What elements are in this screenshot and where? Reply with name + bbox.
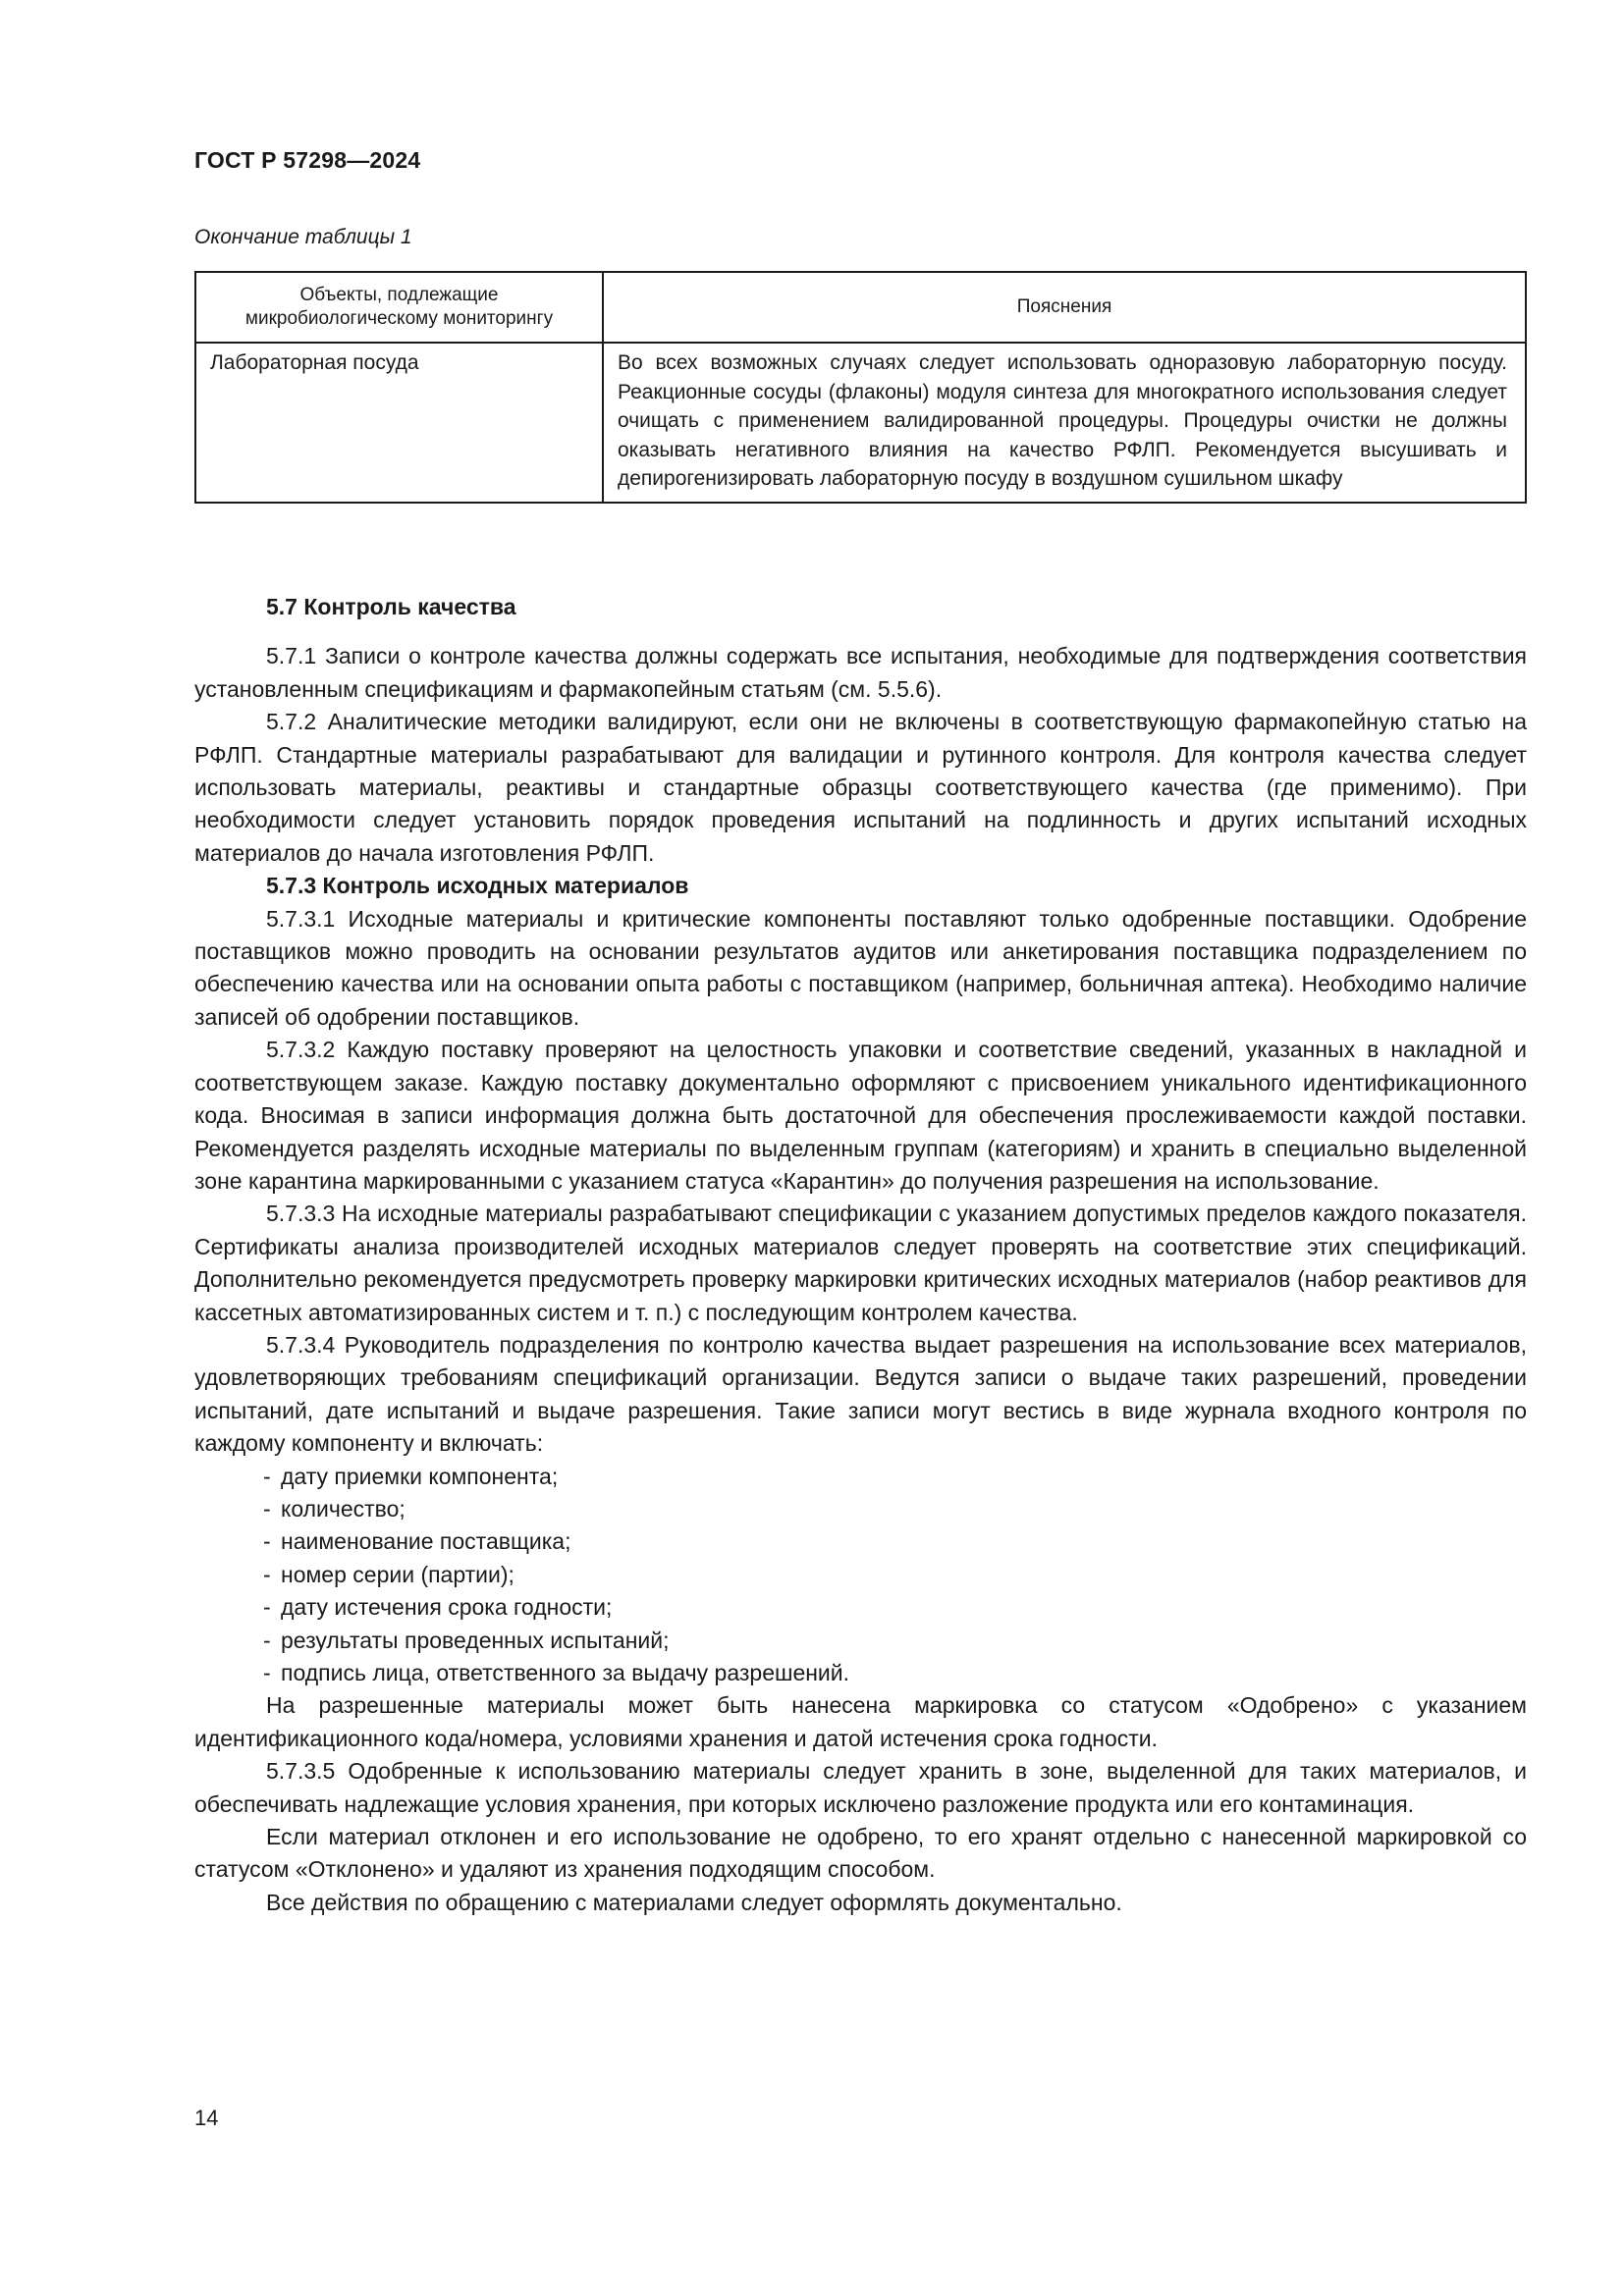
paragraph-5-7-1: 5.7.1 Записи о контроле качества должны содержать все испытания, необходимые для подтверждения соответствия установленным спецификациям и фармакопейным статьям (см. 5.5.6). xyxy=(194,643,1527,702)
records-list xyxy=(194,1461,1527,1690)
table-cell-object: Лабораторная посуда xyxy=(195,343,603,503)
list-item: - наименование поставщика; xyxy=(263,1525,1527,1558)
table-cell-explanation: Во всех возможных случаях следует использовать одноразовую лабораторную посуду. Реакционные сосуды (флаконы) модуля синтеза для многократного использования следует очищать с применением валидированной процедуры. Процедуры очистки не должны оказывать негативного влияния на качество РФЛП. Рекомендуется высушивать и депирогенизировать лабораторную посуду в воздушном сушильном шкафу xyxy=(603,343,1526,503)
subsection-heading: 5.7.3 Контроль исходных материалов xyxy=(266,873,689,899)
list-item: - результаты проведенных испытаний; xyxy=(263,1625,1527,1657)
table-header-row xyxy=(195,272,1526,343)
paragraph-5-7-3-2: 5.7.3.2 Каждую поставку проверяют на целостность упаковки и соответствие сведений, указанных в накладной и соответствующем заказе. Каждую поставку документально оформляют с присвоением уникального идентификационного кода. Вносимая в записи информация должна быть достаточной для обеспечения прослеживаемости каждой поставки. Рекомендуется разделять исходные материалы по выделенным группам (категориям) и хранить в специально выделенной зоне карантина маркированными с указанием статуса «Карантин» до получения разрешения на использование. xyxy=(194,1037,1527,1194)
section-body xyxy=(194,591,1527,1919)
list-item: - дату истечения срока годности; xyxy=(263,1591,1527,1624)
paragraph-rejected-material: Если материал отклонен и его использование не одобрено, то его хранят отдельно с нанесенной маркировкой со статусом «Отклонено» и удаляют из хранения подходящим способом. xyxy=(194,1824,1527,1883)
table-row xyxy=(195,343,1526,503)
page-number: 14 xyxy=(194,2106,219,2130)
list-item: - подпись лица, ответственного за выдачу разрешений. xyxy=(263,1657,1527,1689)
paragraph-5-7-3-4: 5.7.3.4 Руководитель подразделения по контролю качества выдает разрешения на использование всех материалов, удовлетворяющих требованиям спецификаций организации. Ведутся записи о выдаче таких разрешений, проведении испытаний, дате испытаний и выдаче разрешения. Такие записи могут вестись в виде журнала входного контроля по каждому компоненту и включать: xyxy=(194,1331,1527,1457)
document-code: ГОСТ Р 57298—2024 xyxy=(194,147,421,173)
paragraph-documentation: Все действия по обращению с материалами следует оформлять документально. xyxy=(266,1889,1122,1915)
column-header-explanations: Пояснения xyxy=(603,272,1526,343)
paragraph-5-7-2: 5.7.2 Аналитические методики валидируют, если они не включены в соответствующую фармакопейную статью на РФЛП. Стандартные материалы разрабатывают для валидации и рутинного контроля. Для контроля качества следует использовать материалы, реактивы и стандартные образцы соответствующего качества (где применимо). При необходимости следует установить порядок проведения испытаний на подлинность и других испытаний исходных материалов до начала изготовления РФЛП. xyxy=(194,709,1527,866)
list-item: - дату приемки компонента; xyxy=(263,1461,1527,1493)
column-header-objects: Объекты, подлежащие микробиологическому мониторингу xyxy=(195,272,603,343)
list-item: - номер серии (партии); xyxy=(263,1559,1527,1591)
paragraph-5-7-3-1: 5.7.3.1 Исходные материалы и критические компоненты поставляют только одобренные поставщики. Одобрение поставщиков можно проводить на основании результатов аудитов или анкетирования поставщика подразделением по обеспечению качества или на основании опыта работы с поставщиком (например, больничная аптека). Необходимо наличие записей об одобрении поставщиков. xyxy=(194,905,1527,1030)
paragraph-approved-marking: На разрешенные материалы может быть нанесена маркировка со статусом «Одобрено» с указанием идентификационного кода/номера, условиями хранения и датой истечения срока годности. xyxy=(194,1692,1527,1751)
monitoring-table xyxy=(194,271,1527,504)
table-caption: Окончание таблицы 1 xyxy=(194,226,412,248)
paragraph-5-7-3-3: 5.7.3.3 На исходные материалы разрабатывают спецификации с указанием допустимых пределов каждого показателя. Сертификаты анализа производителей исходных материалов следует проверять на соответствие этих спецификаций. Дополнительно рекомендуется предусмотреть проверку маркировки критических исходных материалов (набор реактивов для кассетных автоматизированных систем и т. п.) с последующим контролем качества. xyxy=(194,1201,1527,1325)
paragraph-5-7-3-5: 5.7.3.5 Одобренные к использованию материалы следует хранить в зоне, выделенной для таких материалов, и обеспечивать надлежащие условия хранения, при которых исключено разложение продукта или его контаминация. xyxy=(194,1758,1527,1817)
list-item: - количество; xyxy=(263,1493,1527,1525)
section-heading: 5.7 Контроль качества xyxy=(266,594,516,619)
